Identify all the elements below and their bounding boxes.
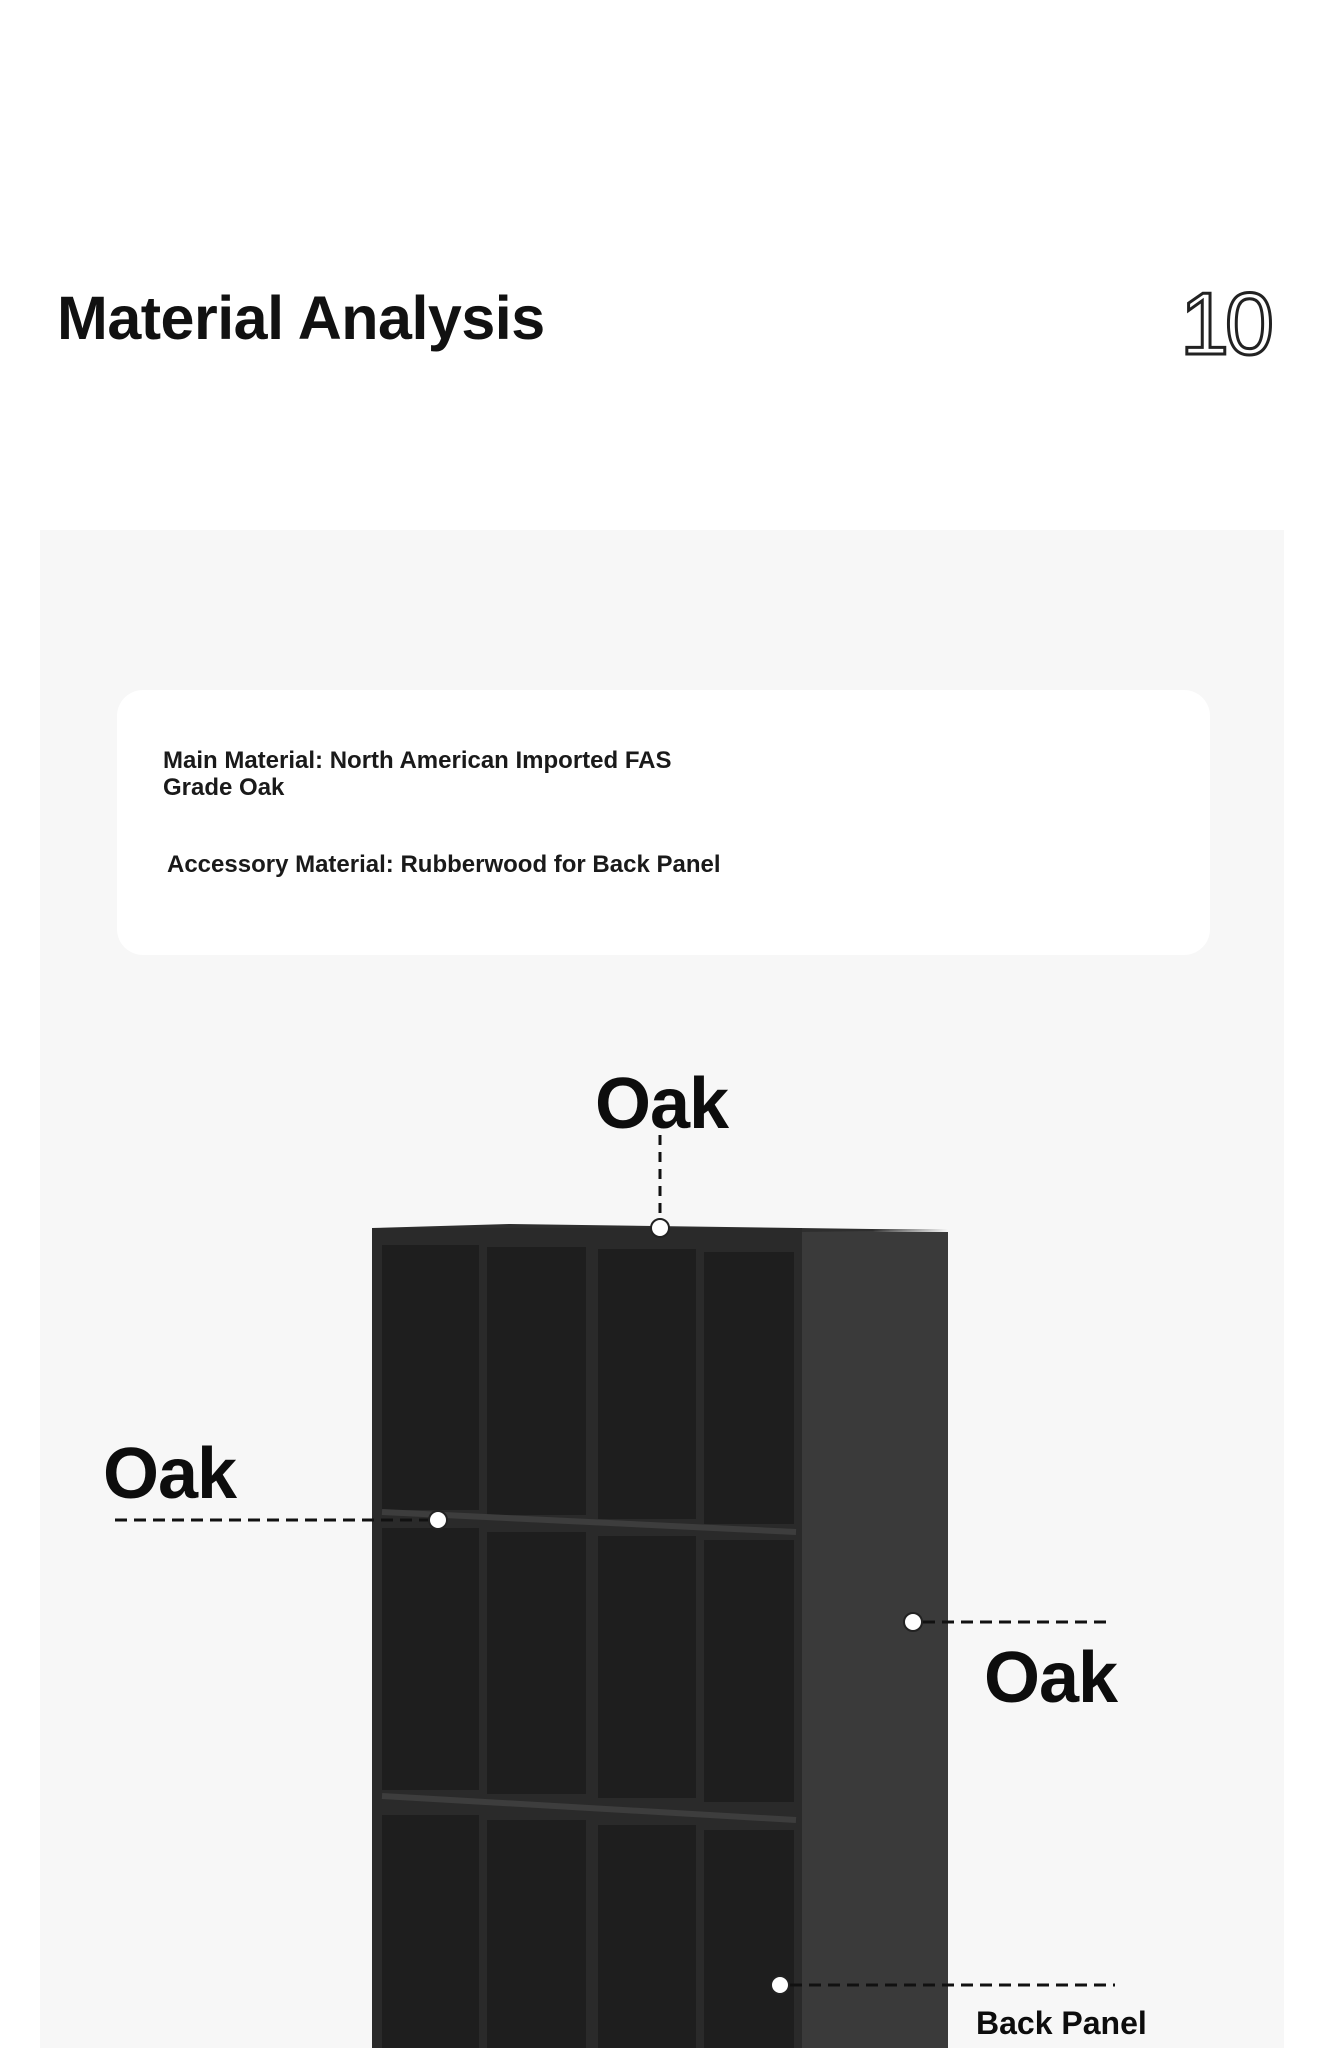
page-number: 10 xyxy=(1180,274,1270,373)
callout-label-top: Oak xyxy=(595,1064,729,1144)
left-callout-dot xyxy=(429,1511,447,1529)
back-callout-dot xyxy=(771,1976,789,1994)
page-title: Material Analysis xyxy=(57,284,545,352)
accessory-material-text: Accessory Material: Rubberwood for Back Panel xyxy=(167,851,721,878)
top-callout-dot xyxy=(651,1219,669,1237)
callout-label-right: Oak xyxy=(984,1638,1118,1718)
callout-label-left: Oak xyxy=(103,1434,237,1514)
cabinet-side-panel xyxy=(800,1230,948,2048)
callout-label-back-panel: Back Panel xyxy=(976,2005,1147,2041)
right-callout-dot xyxy=(904,1613,922,1631)
main-material-text: Main Material: North American Imported FAS Grade Oak xyxy=(163,747,672,801)
